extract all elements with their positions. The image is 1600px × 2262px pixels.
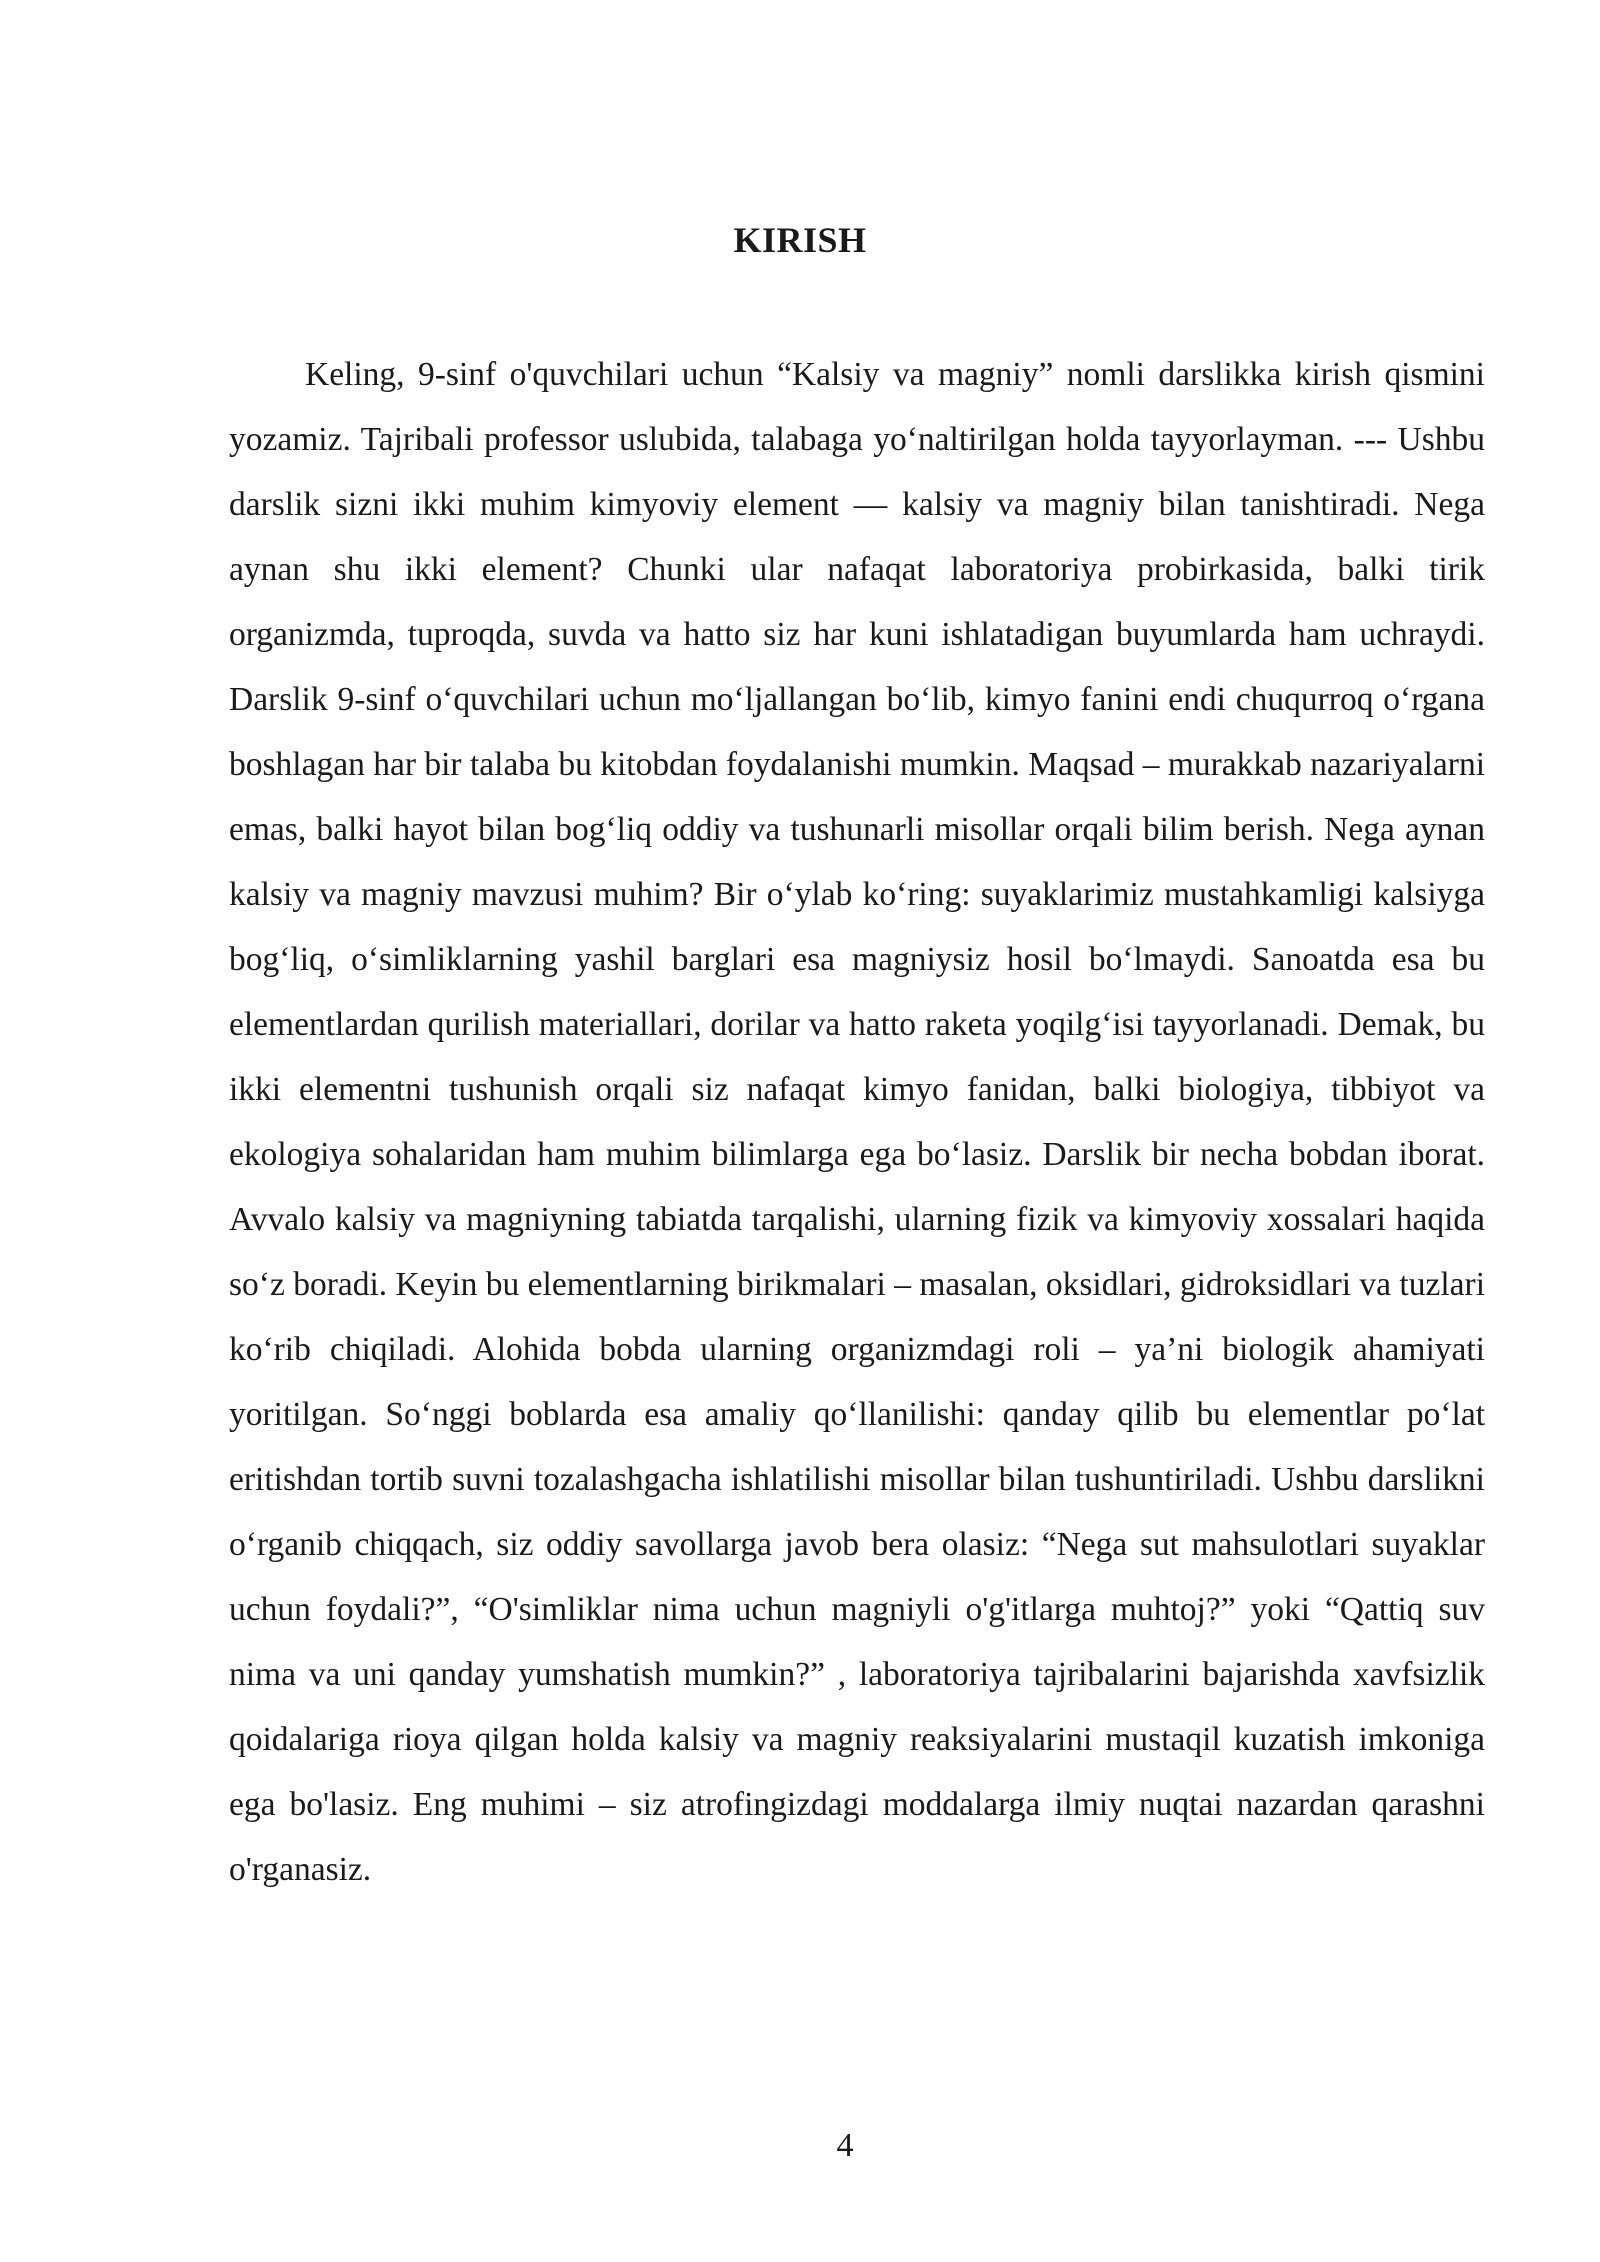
page-number: 4 [836,2127,854,2164]
body-paragraph: Keling, 9-sinf o'quvchilari uchun “Kalsiy va magniy” nomli darslikka kirish qismini yozamiz. Tajribali professor uslubida, talabaga yo‘naltirilgan holda tayyorlayman. --- Ushbu darslik sizni ikki muhim kimyoviy element — kalsiy va magniy bilan tanishtiradi. Nega aynan shu ikki element? Chunki ular nafaqat laboratoriya probirkasida, balki tirik organizmda, tuproqda, suvda va hatto siz har kuni ishlatadigan buyumlarda ham uchraydi. Darslik 9-sinf o‘quvchilari uchun mo‘ljallangan bo‘lib, kimyo fanini endi chuqurroq o‘rgana boshlagan har bir talaba bu kitobdan foydalanishi mumkin. Maqsad – murakkab nazariyalarni emas, balki hayot bilan bog‘liq oddiy va tushunarli misollar orqali bilim berish. Nega aynan kalsiy va magniy mavzusi muhim? Bir o‘ylab ko‘ring: suyaklarimiz mustahkamligi kalsiyga bog‘liq, o‘simliklarning yashil barglari esa magniysiz hosil bo‘lmaydi. Sanoatda esa bu elementlardan qurilish materiallari, dorilar va hatto raketa yoqilg‘isi tayyorlanadi. Demak, bu ikki elementni tushunish orqali siz nafaqat kimyo fanidan, balki biologiya, tibbiyot va ekologiya sohalaridan ham muhim bilimlarga ega bo‘lasiz. Darslik bir necha bobdan iborat. Avvalo kalsiy va magniyning tabiatda tarqalishi, ularning fizik va kimyoviy xossalari haqida so‘z boradi. Keyin bu elementlarning birikmalari – masalan, oksidlari, gidroksidlari va tuzlari ko‘rib chiqiladi. Alohida bobda ularning organizmdagi roli – ya’ni biologik ahamiyati yoritilgan. So‘nggi boblarda esa amaliy qo‘llanilishi: qanday qilib bu elementlar po‘lat eritishdan tortib suvni tozalashgacha ishlatilishi misollar bilan tushuntiriladi. Ushbu darslikni o‘rganib chiqqach, siz oddiy savollarga javob bera olasiz: “Nega sut mahsulotlari suyaklar uchun foydali?”, “O'simliklar nima uchun magniyli o'g'itlarga muhtoj?” yoki “Qattiq suv nima va uni qanday yumshatish mumkin?” , laboratoriya tajribalarini bajarishda xavfsizlik qoidalariga rioya qilgan holda kalsiy va magniy reaksiyalarini mustaqil kuzatish imkoniga ega bo'lasiz. Eng muhimi – siz atrofingizdagi moddalarga ilmiy nuqtai nazardan qarashni o'rganasiz. [229,356,1485,1888]
page-title: KIRISH [733,220,867,260]
